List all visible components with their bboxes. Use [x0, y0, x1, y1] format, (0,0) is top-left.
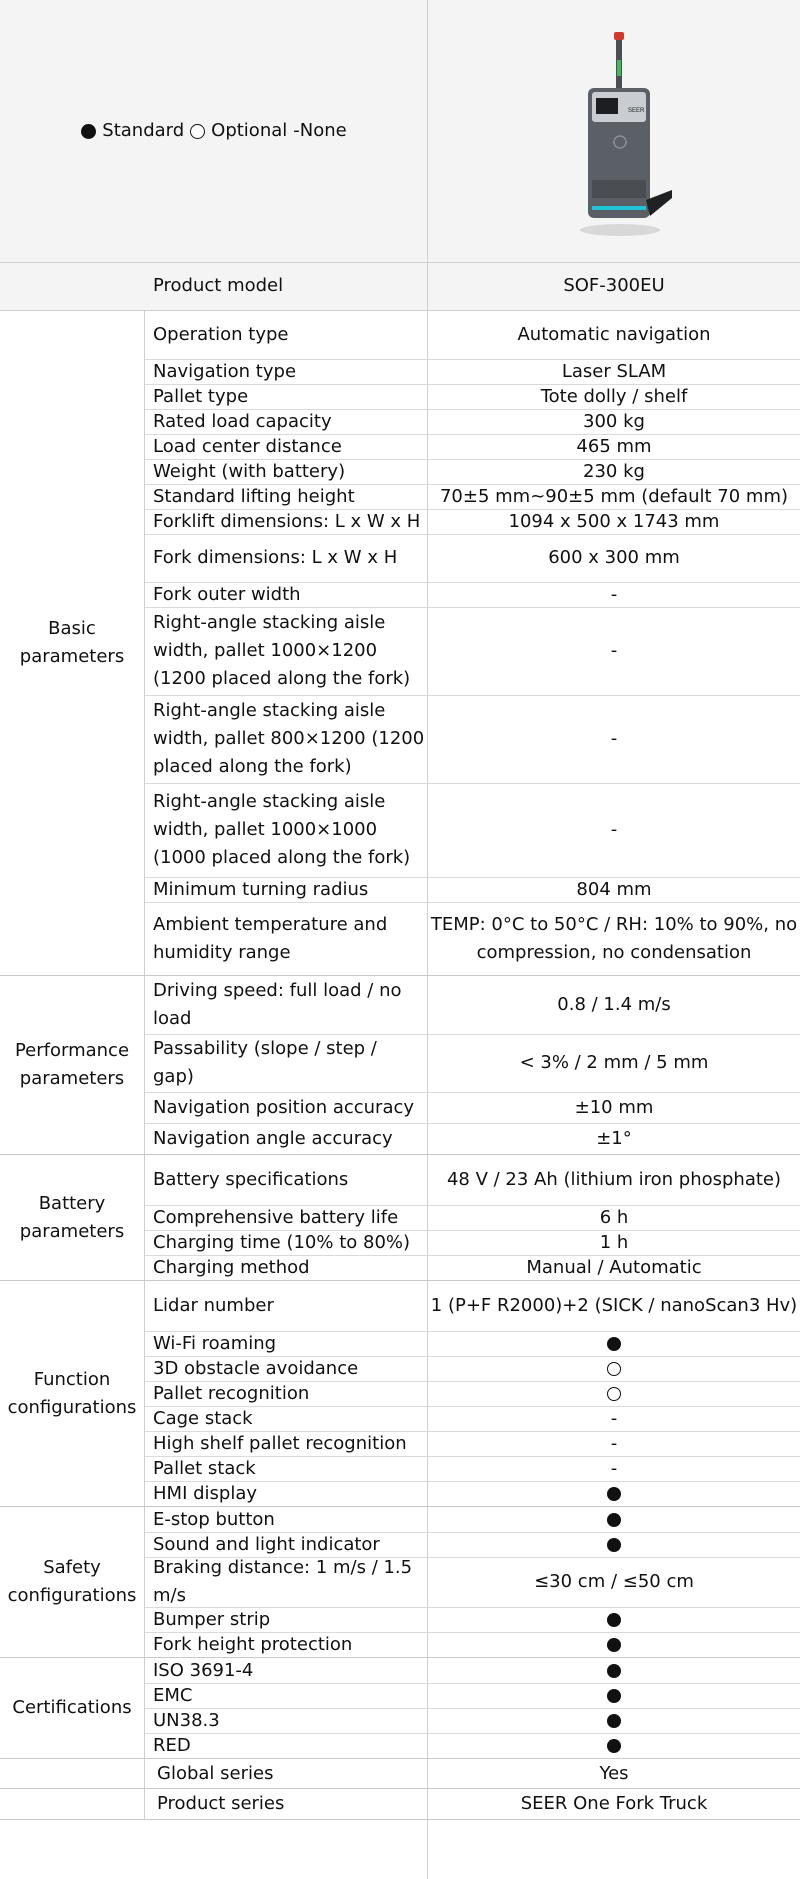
- row-label: Cage stack: [153, 1407, 253, 1429]
- row-value: 1 h: [599, 1231, 629, 1253]
- row-value: Laser SLAM: [561, 360, 667, 382]
- row-value: [428, 1481, 800, 1506]
- row-label: Fork dimensions: L x W x H: [153, 547, 398, 568]
- row-value: ±1°: [596, 1127, 632, 1149]
- row-label: Pallet type: [153, 385, 249, 407]
- row-label: HMI display: [153, 1482, 258, 1504]
- row-value: [428, 1683, 800, 1708]
- row-value: 1094 x 500 x 1743 mm: [508, 510, 720, 532]
- row-label: High shelf pallet recognition: [153, 1432, 407, 1454]
- row-label: Right-angle stacking aisle width, pallet 1000×1200 (1200 placed along the fork): [153, 612, 411, 689]
- row-value: 600 x 300 mm: [548, 547, 680, 568]
- group-label: Certifications: [12, 1697, 132, 1718]
- row-value: ±10 mm: [574, 1096, 654, 1118]
- row-value: [428, 1607, 800, 1632]
- row-value: Manual / Automatic: [526, 1256, 702, 1278]
- optional-circle-icon: [190, 124, 205, 139]
- row-value: -: [610, 728, 618, 749]
- footer-value: SEER One Fork Truck: [520, 1793, 708, 1814]
- row-label: Navigation type: [153, 360, 297, 382]
- optional-circle-icon: [607, 1362, 621, 1376]
- status-light: [617, 60, 621, 76]
- row-value: Tote dolly / shelf: [540, 385, 688, 407]
- row-value: Automatic navigation: [517, 324, 711, 345]
- row-label: Wi-Fi roaming: [153, 1332, 277, 1354]
- row-value: -: [610, 819, 618, 840]
- standard-dot-icon: [607, 1739, 621, 1753]
- estop-light: [614, 32, 624, 40]
- row-value: [428, 1658, 800, 1683]
- row-label: Braking distance: 1 m/s / 1.5 m/s: [153, 1557, 413, 1606]
- row-label: Fork outer width: [153, 583, 301, 605]
- row-label: Comprehensive battery life: [153, 1206, 399, 1228]
- robot-light-strip: [592, 206, 646, 210]
- row-label: Rated load capacity: [153, 410, 332, 432]
- row-value: 70±5 mm~90±5 mm (default 70 mm): [439, 485, 789, 507]
- row-label: Driving speed: full load / no load: [153, 980, 402, 1029]
- row-value: [428, 1708, 800, 1733]
- row-value: -: [610, 1457, 618, 1479]
- row-value: [428, 1532, 800, 1557]
- row-value: 1 (P+F R2000)+2 (SICK / nanoScan3 Hv): [430, 1295, 798, 1316]
- row-value: 300 kg: [583, 410, 645, 432]
- row-value: -: [610, 1432, 618, 1454]
- row-label: EMC: [153, 1684, 193, 1706]
- footer-label: Product series: [157, 1793, 285, 1814]
- brand-label: SEER: [628, 108, 645, 114]
- row-value: 0.8 / 1.4 m/s: [557, 994, 671, 1015]
- row-value: [428, 1356, 800, 1381]
- row-label: Forklift dimensions: L x W x H: [153, 510, 421, 532]
- row-value: -: [610, 1407, 618, 1429]
- standard-dot-icon: [607, 1714, 621, 1728]
- footer-label: Global series: [157, 1762, 274, 1784]
- group-label: Safety configurations: [7, 1557, 137, 1606]
- row-label: Bumper strip: [153, 1608, 271, 1630]
- row-label: 3D obstacle avoidance: [153, 1357, 359, 1379]
- optional-circle-icon: [607, 1387, 621, 1401]
- row-value: [428, 1381, 800, 1406]
- group-label: Performance parameters: [14, 1040, 130, 1089]
- row-label: Weight (with battery): [153, 460, 346, 482]
- row-label: Battery specifications: [153, 1169, 349, 1190]
- row-value: 230 kg: [583, 460, 645, 482]
- legend: [0, 0, 428, 262]
- row-label: Navigation position accuracy: [153, 1096, 415, 1118]
- hmi-screen: [596, 98, 618, 114]
- row-value: [428, 1733, 800, 1758]
- row-value: 465 mm: [576, 435, 652, 457]
- robot-shadow: [580, 224, 660, 236]
- standard-dot-icon: [607, 1538, 621, 1552]
- row-label: Right-angle stacking aisle width, pallet 1000×1000 (1000 placed along the fork): [153, 791, 411, 868]
- row-value: 804 mm: [576, 878, 652, 900]
- row-label: Sound and light indicator: [153, 1533, 380, 1555]
- row-label: E-stop button: [153, 1508, 275, 1530]
- standard-dot-icon: [81, 124, 96, 139]
- row-value: < 3% / 2 mm / 5 mm: [519, 1052, 709, 1073]
- product-image: [560, 30, 680, 240]
- row-value: ≤30 cm / ≤50 cm: [534, 1571, 694, 1592]
- standard-dot-icon: [607, 1689, 621, 1703]
- row-label: ISO 3691-4: [153, 1659, 254, 1681]
- row-label: Charging method: [153, 1256, 310, 1278]
- group-label: Basic parameters: [19, 618, 125, 667]
- row-value: -: [610, 640, 618, 661]
- robot-lower-panel: [592, 180, 646, 198]
- group-label: Function configurations: [7, 1368, 137, 1418]
- row-label: RED: [153, 1734, 191, 1756]
- standard-dot-icon: [607, 1638, 621, 1652]
- legend-standard: Standard: [102, 120, 185, 141]
- row-label: Navigation angle accuracy: [153, 1127, 393, 1149]
- row-value: 6 h: [599, 1206, 629, 1228]
- product-model-value: SOF-300EU: [563, 275, 665, 296]
- standard-dot-icon: [607, 1664, 621, 1678]
- group-label: Battery parameters: [19, 1192, 125, 1242]
- row-value: TEMP: 0°C to 50°C / RH: 10% to 90%, no compression, no condensation: [430, 913, 798, 963]
- row-value: [428, 1632, 800, 1657]
- row-value: [428, 1507, 800, 1532]
- row-label: Fork height protection: [153, 1633, 353, 1655]
- row-label: Standard lifting height: [153, 485, 355, 507]
- standard-dot-icon: [607, 1337, 621, 1351]
- row-label: Pallet stack: [153, 1457, 256, 1479]
- standard-dot-icon: [607, 1487, 621, 1501]
- row-label: UN38.3: [153, 1709, 220, 1731]
- row-label: Operation type: [153, 324, 289, 345]
- footer-value: Yes: [599, 1762, 629, 1784]
- legend-optional: Optional: [211, 120, 288, 141]
- legend-none: -None: [293, 120, 347, 141]
- standard-dot-icon: [607, 1513, 621, 1527]
- row-value: [428, 1331, 800, 1356]
- row-label: Minimum turning radius: [153, 878, 369, 900]
- row-label: Load center distance: [153, 435, 342, 457]
- footer-divider: [0, 1819, 800, 1820]
- row-label: Ambient temperature and humidity range: [153, 913, 388, 963]
- row-label: Right-angle stacking aisle width, pallet 800×1200 (1200 placed along the fork): [153, 700, 425, 777]
- row-label: Lidar number: [153, 1295, 274, 1316]
- row-label: Charging time (10% to 80%): [153, 1231, 411, 1253]
- row-label: Pallet recognition: [153, 1382, 310, 1404]
- row-value: -: [610, 583, 618, 605]
- product-model-label: Product model: [153, 275, 284, 296]
- standard-dot-icon: [607, 1613, 621, 1627]
- row-label: Passability (slope / step / gap): [153, 1038, 377, 1087]
- row-value: 48 V / 23 Ah (lithium iron phosphate): [446, 1169, 782, 1190]
